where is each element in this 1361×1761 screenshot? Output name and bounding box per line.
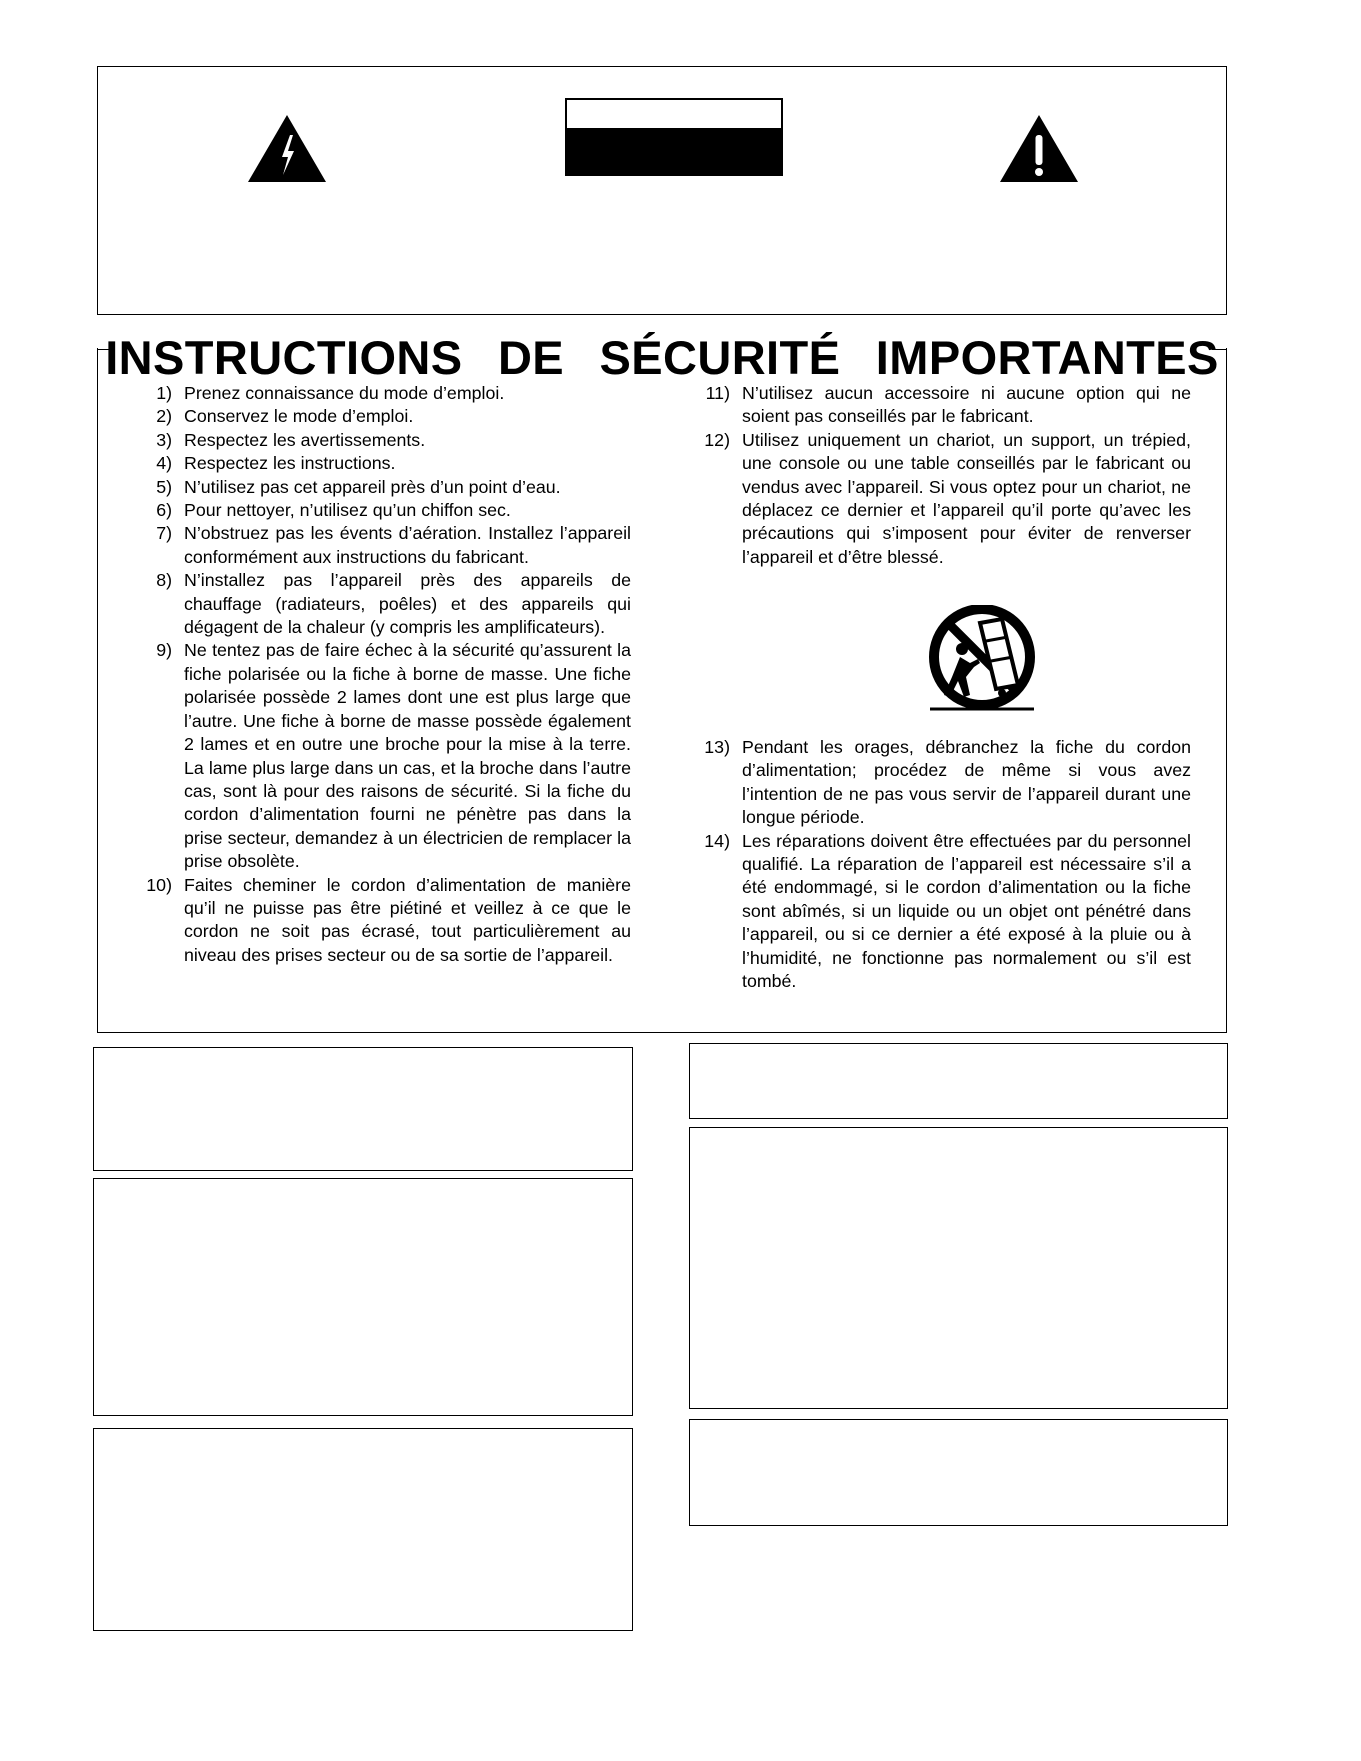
notice-box-right-3 (689, 1419, 1228, 1526)
instruction-item (133, 382, 631, 405)
instruction-item (133, 569, 631, 639)
instruction-item (133, 405, 631, 428)
instruction-number: 3) (156, 429, 172, 450)
instruction-text: Conservez le mode d’emploi. (184, 406, 414, 427)
instruction-item (133, 452, 631, 475)
instruction-text: N’obstruez pas les évents d’aération. Installez l’appareil conformément aux instructions du fabricant. (184, 523, 631, 567)
instruction-number: 7) (156, 523, 172, 544)
lightning-warning-icon (246, 113, 328, 184)
instruction-item (133, 476, 631, 499)
instructions-left-column (133, 382, 631, 967)
exclamation-warning-icon (998, 113, 1080, 184)
instruction-number: 6) (156, 500, 172, 521)
page-title-wrap (97, 330, 1227, 386)
instruction-text: Utilisez uniquement un chariot, un support, un trépied, une console ou une table conseillés par le fabricant ou vendus avec l’appareil. Si vous optez pour un chariot, ne déplacez ce dernier et l’appareil qu’il porte qu’avec les précautions qui s’imposent pour éviter de renverser l’appareil et d’être blessé. (742, 429, 1191, 567)
notice-box-left-3 (93, 1428, 633, 1631)
page-title: INSTRUCTIONS DE SÉCURITÉ IMPORTANTES (105, 331, 1219, 384)
notice-box-right-2 (689, 1127, 1228, 1409)
instruction-text: Ne tentez pas de faire échec à la sécurité qu’assurent la fiche polarisée ou la fiche à borne de masse. Une fiche polarisée possède 2 lames dont une est plus large que l’autre. Une fiche à borne de masse possède également 2 lames et en outre une broche pour la mise à la terre. La lame plus large dans un cas, et la broche dans l’autre cas, sont là pour des raisons de sécurité. Si la fiche du cordon d’alimentation fourni ne pénètre pas dans la prise secteur, demandez à un électricien de remplacer la prise obsolète. (184, 640, 631, 872)
instruction-item (133, 499, 631, 522)
instruction-number: 4) (156, 453, 172, 474)
instruction-item (691, 382, 1191, 429)
instruction-text: N’utilisez aucun accessoire ni aucune option qui ne soient pas conseillés par le fabricant. (742, 383, 1191, 427)
instruction-item (133, 429, 631, 452)
instruction-number: 9) (156, 640, 172, 661)
instruction-item (691, 736, 1191, 830)
instruction-text: Faites cheminer le cordon d’alimentation de manière qu’il ne puisse pas être piétiné et veillez à ce que le cordon ne soit pas écrasé, tout particulièrement au niveau des prises secteur ou de sa sortie de l’appareil. (184, 874, 631, 965)
instruction-text: N’utilisez pas cet appareil près d’un point d’eau. (184, 476, 561, 497)
instruction-number: 2) (156, 406, 172, 427)
instruction-number: 11) (705, 383, 730, 403)
instruction-number: 8) (156, 570, 172, 591)
instruction-text: Prenez connaissance du mode d’emploi. (184, 383, 505, 403)
instruction-number: 10) (146, 874, 172, 895)
instruction-item (691, 830, 1191, 994)
notice-box-right-1 (689, 1043, 1228, 1119)
instruction-text: Pendant les orages, débranchez la fiche du cordon d’alimentation; procédez de même si vous avez l’intention de ne pas vous servir de l’appareil durant une longue période. (742, 737, 1191, 828)
caution-label (565, 98, 783, 176)
instruction-text: Respectez les instructions. (184, 453, 396, 474)
instruction-text: Les réparations doivent être effectuées par du personnel qualifié. La réparation de l’appareil est nécessaire s’il a été endommagé, si le cordon d’alimentation ou la fiche sont abîmés, si un liquide ou un objet ont pénétré dans l’appareil, ou si ce dernier a été exposé à la pluie ou à l’humidité, ne fonctionne pas normalement ou s’il est tombé. (742, 830, 1191, 992)
instruction-text: Respectez les avertissements. (184, 429, 426, 450)
instruction-item (133, 639, 631, 873)
instruction-item (133, 874, 631, 968)
instruction-number: 5) (156, 476, 172, 497)
notice-box-left-2 (93, 1178, 633, 1416)
instruction-number: 14) (704, 830, 730, 851)
instruction-text: Pour nettoyer, n’utilisez qu’un chiffon sec. (184, 500, 511, 521)
instruction-item (133, 522, 631, 569)
instruction-number: 13) (704, 737, 730, 757)
instruction-item (691, 429, 1191, 569)
instructions-right-column-bottom (691, 736, 1191, 993)
instruction-text: N’installez pas l’appareil près des appareils de chauffage (radiateurs, poêles) et des appareils qui dégagent de la chaleur (y compris les amplificateurs). (184, 570, 631, 638)
cart-tip-over-warning-icon (922, 605, 1042, 715)
warning-box (97, 66, 1227, 315)
instruction-number: 12) (704, 429, 730, 450)
notice-box-left-1 (93, 1047, 633, 1171)
instructions-right-column-top (691, 382, 1191, 569)
instruction-number: 1) (156, 383, 172, 403)
